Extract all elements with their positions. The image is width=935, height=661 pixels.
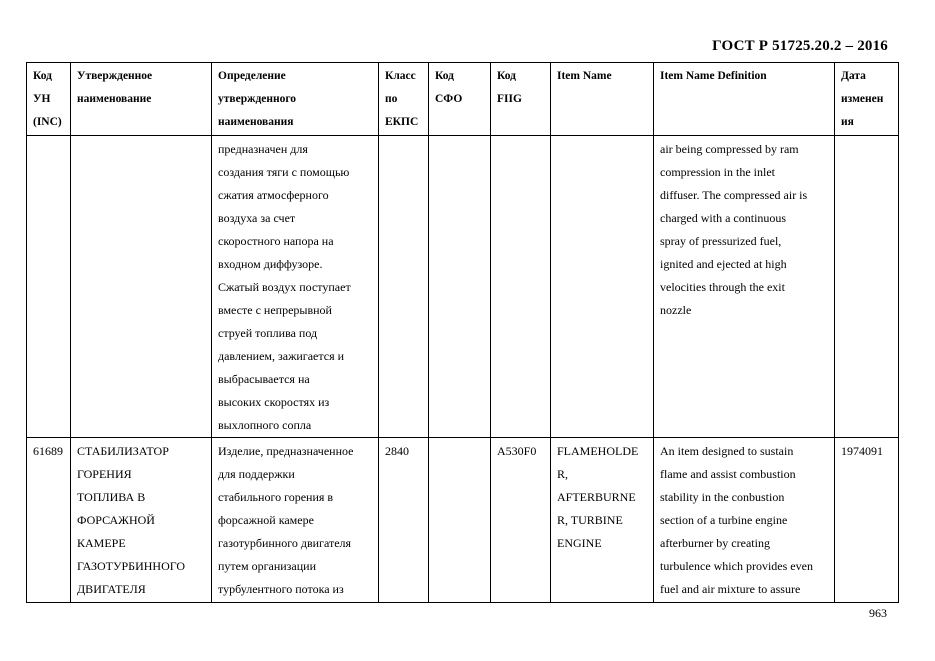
cell-line: compression in the inlet — [660, 165, 775, 179]
cell-line: ГОРЕНИЯ — [77, 467, 132, 481]
cell-line: nozzle — [660, 303, 692, 317]
cell-line: air being compressed by ram — [660, 142, 799, 156]
item-name-definition-cell — [654, 136, 835, 438]
cell-line: ДВИГАТЕЛЯ — [77, 582, 146, 596]
cell-line: газотурбинного двигателя — [218, 536, 352, 550]
standard-title: ГОСТ Р 51725.20.2 – 2016 — [712, 38, 888, 54]
cell-line: СТАБИЛИЗАТОР — [77, 444, 169, 458]
cell-line: A530F0 — [497, 444, 537, 458]
sfo-cell — [429, 136, 491, 438]
cell-line: 2840 — [385, 444, 409, 458]
cell-line: ТОПЛИВА В — [77, 490, 146, 504]
cell-line: струей топлива под — [218, 326, 318, 340]
cell-line: создания тяги с помощью — [218, 165, 350, 179]
fiig-cell — [491, 136, 551, 438]
cell-line: R, — [557, 467, 569, 481]
cell-line: ignited and ejected at high — [660, 257, 787, 271]
cell-line: afterburner by creating — [660, 536, 770, 550]
cell-line: для поддержки — [218, 467, 295, 481]
approved-name-cell — [71, 136, 212, 438]
header-class: Класс по ЕКПС — [379, 63, 429, 136]
date-cell — [835, 438, 899, 603]
cell-line: вместе с непрерывной — [218, 303, 332, 317]
table-row — [27, 438, 899, 603]
table-row — [27, 136, 899, 438]
cell-line: предназначен для — [218, 142, 308, 156]
definition-cell — [212, 438, 379, 603]
cell-line: скоростного напора на — [218, 234, 334, 248]
cell-line: давлением, зажигается и — [218, 349, 345, 363]
cell-line: fuel and air mixture to assure — [660, 582, 801, 596]
cell-line: spray of pressurized fuel, — [660, 234, 782, 248]
cell-line: section of a turbine engine — [660, 513, 788, 527]
cell-line: AFTERBURNE — [557, 490, 636, 504]
cell-line: turbulence which provides even — [660, 559, 813, 573]
cell-line: Сжатый воздух поступает — [218, 280, 351, 294]
inc-cell — [27, 438, 71, 603]
cell-line: форсажной камере — [218, 513, 314, 527]
cell-line: ГАЗОТУРБИННОГО — [77, 559, 186, 573]
header-inc: Код УН (INC) — [27, 63, 71, 136]
cell-line: 61689 — [33, 444, 63, 458]
table-header-row — [27, 63, 899, 136]
item-name-cell — [551, 438, 654, 603]
header-date: Дата изменен ия — [835, 63, 899, 136]
cell-line: высоких скоростях из — [218, 395, 330, 409]
header-sfo: Код СФО — [429, 63, 491, 136]
cell-line: выхлопного сопла — [218, 418, 312, 432]
page-number: 963 — [869, 606, 887, 620]
item-name-definition-cell — [654, 438, 835, 603]
header-definition: Определение утвержденного наименования — [212, 63, 379, 136]
cell-line: An item designed to sustain — [660, 444, 794, 458]
cell-line: FLAMEHOLDE — [557, 444, 639, 458]
date-cell — [835, 136, 899, 438]
cell-line: ФОРСАЖНОЙ — [77, 513, 155, 527]
cell-line: выбрасывается на — [218, 372, 310, 386]
class-cell — [379, 136, 429, 438]
cell-line: flame and assist combustion — [660, 467, 796, 481]
cell-line: R, TURBINE — [557, 513, 623, 527]
cell-line: ENGINE — [557, 536, 602, 550]
cell-line: стабильного горения в — [218, 490, 334, 504]
cell-line: входном диффузоре. — [218, 257, 323, 271]
cell-line: 1974091 — [841, 444, 883, 458]
approved-name-cell — [71, 438, 212, 603]
cell-line: КАМЕРЕ — [77, 536, 126, 550]
cell-line: velocities through the exit — [660, 280, 785, 294]
cell-line: stability in the conbustion — [660, 490, 785, 504]
cell-line: путем организации — [218, 559, 317, 573]
cell-line: Изделие, предназначенное — [218, 444, 354, 458]
cell-line: charged with a continuous — [660, 211, 787, 225]
cell-line: турбулентного потока из — [218, 582, 344, 596]
header-item-name-definition: Item Name Definition — [654, 63, 835, 136]
inc-cell — [27, 136, 71, 438]
header-approved-name: Утвержденное наименование — [71, 63, 212, 136]
class-cell — [379, 438, 429, 603]
header-item-name: Item Name — [551, 63, 654, 136]
header-fiig: Код FIIG — [491, 63, 551, 136]
fiig-cell — [491, 438, 551, 603]
cell-line: сжатия атмосферного — [218, 188, 329, 202]
classifier-table — [26, 62, 899, 603]
definition-cell — [212, 136, 379, 438]
sfo-cell — [429, 438, 491, 603]
cell-line: diffuser. The compressed air is — [660, 188, 808, 202]
item-name-cell — [551, 136, 654, 438]
cell-line: воздуха за счет — [218, 211, 296, 225]
